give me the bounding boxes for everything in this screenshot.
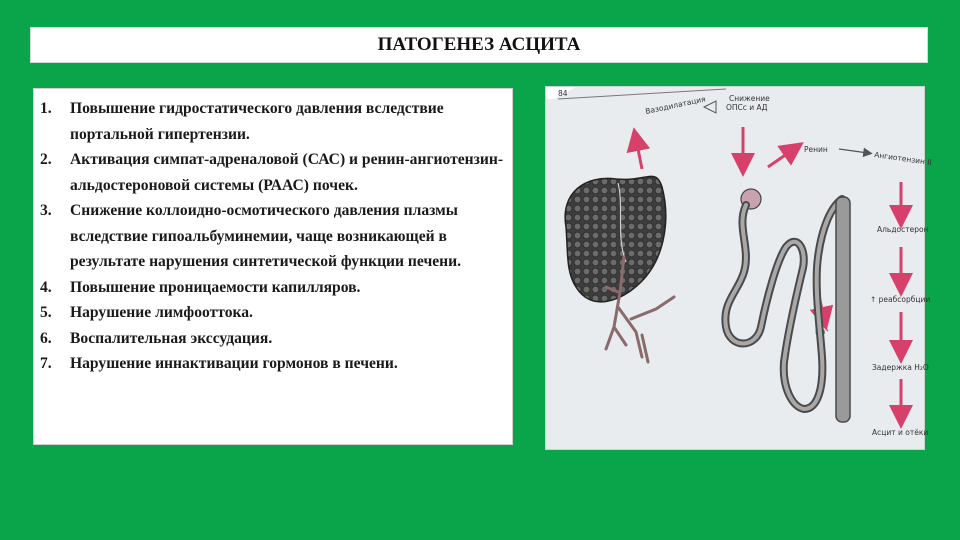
list-item-text: Повышение проницаемости капилляров. [70, 278, 361, 296]
list-item-text: Воспалительная экссудация. [70, 329, 273, 347]
pathogenesis-list [40, 96, 504, 377]
list-item-text: Нарушение лимфооттока. [70, 304, 253, 321]
list-item-number: 3. [40, 202, 52, 219]
list-item-number: 6. [40, 329, 52, 347]
slide-title-text: ПАТОГЕНЕЗ АСЦИТА [377, 34, 581, 55]
list-item-text: Нарушение иннактивации гормонов в печени. [70, 355, 398, 372]
list-item-text: Повышение гидростатического давления вследствие портальной гипертензии. [70, 100, 444, 143]
list-item [40, 351, 504, 377]
label-sodium: Na⁺ [815, 327, 830, 336]
arrow-renin [768, 149, 794, 167]
list-item-text: Активация симпат-адреналовой (САС) и ренин-ангиотензин-альдостероновой системы (РААС) почек. [70, 151, 504, 194]
pathogenesis-list-panel [33, 88, 513, 445]
label-angiotensin: Ангиотензин II [873, 150, 933, 168]
label-decrease-1: Снижение [729, 94, 770, 103]
list-item-number: 2. [40, 151, 52, 168]
list-item [40, 96, 504, 147]
list-item [40, 198, 504, 275]
list-item [40, 326, 504, 352]
slide-title [30, 27, 928, 63]
liver-illustration [565, 176, 666, 301]
label-vasodilation: Вазодилатация [644, 94, 707, 116]
pathogenesis-figure [545, 86, 933, 450]
pathogenesis-diagram [546, 87, 933, 449]
arrow-angiotensin [839, 149, 868, 153]
list-item [40, 275, 504, 301]
arrow-up-vasodilation [636, 139, 642, 169]
label-renin: Ренин [804, 145, 828, 154]
nephron-illustration [725, 189, 850, 422]
list-item [40, 147, 504, 198]
page-number: 84 [558, 89, 568, 98]
list-item [40, 300, 504, 326]
list-item-number: 7. [40, 355, 52, 372]
label-water-retention: Задержка H₂O [872, 363, 929, 372]
label-ascites: Асцит и отёки [872, 428, 929, 437]
list-item-number: 5. [40, 304, 52, 321]
list-item-number: 4. [40, 278, 52, 296]
label-decrease-2: ОПСс и АД [726, 103, 768, 112]
label-aldosterone: Альдостерон [877, 225, 929, 234]
list-item-text: Снижение коллоидно-осмотического давления плазмы вследствие гипоальбуминемии, чаще возникающей в результате нарушения синтетической функции печени. [70, 202, 462, 270]
list-item-number: 1. [40, 100, 52, 117]
label-reabsorption: ↑ реабсорбции [870, 295, 931, 304]
